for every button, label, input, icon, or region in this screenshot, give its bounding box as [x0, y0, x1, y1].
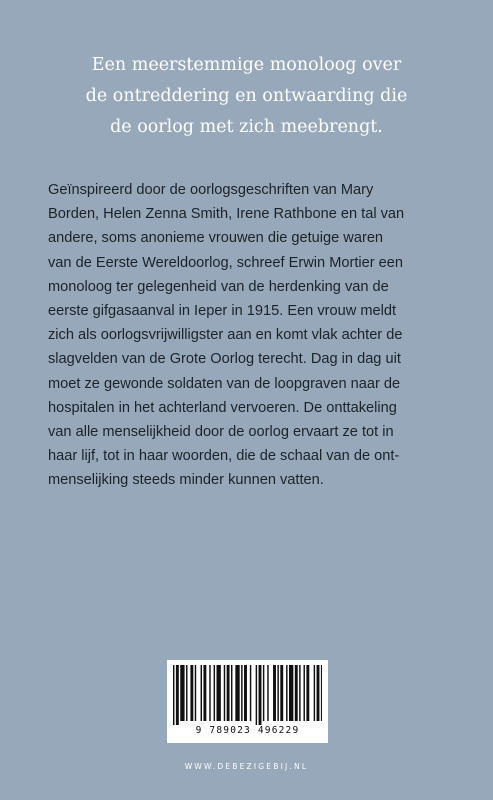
tagline-line: de ontreddering en ontwaarding die	[85, 86, 408, 106]
blurb-line: van alle menselijkheid door de oorlog ervaart ze tot in	[48, 424, 394, 441]
blurb-line: andere, soms anonieme vrouwen die getuige waren	[48, 230, 384, 247]
tagline-line: Een meerstemmige monoloog over	[91, 55, 402, 75]
barcode-bar	[241, 665, 242, 721]
barcode-bar	[176, 665, 179, 725]
barcode-bar	[280, 665, 283, 721]
barcode-bar	[250, 665, 251, 721]
isbn-number: 9 789023 496229	[195, 725, 300, 736]
barcode-bar	[289, 665, 293, 721]
barcode-bar	[235, 665, 239, 721]
tagline	[40, 50, 453, 143]
barcode-bar	[180, 665, 184, 721]
barcode-bar	[203, 665, 206, 721]
barcode-bar	[317, 665, 320, 721]
blurb-line: monoloog ter gelegenheid van de herdenking van de	[48, 278, 389, 295]
barcode-bar	[259, 665, 262, 725]
barcode-bar	[214, 665, 215, 721]
barcode-bar	[314, 665, 315, 721]
barcode-bar	[267, 665, 268, 721]
publisher-website: WWW.DEBEZIGEBIJ.NL	[184, 762, 309, 771]
blurb-line: Geïnspireerd door de oorlogsgeschriften van Mary	[48, 182, 374, 198]
barcode-bar	[295, 665, 298, 721]
barcode-bar	[224, 665, 225, 721]
blurb-line: moet ze gewonde soldaten van de loopgraven naar de	[48, 375, 401, 392]
blurb-line: haar lijf, tot in haar woorden, die de schaal van de ont-	[48, 448, 400, 465]
barcode-bar	[201, 665, 202, 721]
barcode-bar	[273, 665, 276, 721]
blurb-line: menselijking steeds minder kunnen vatten.	[48, 472, 324, 489]
barcode-bar	[321, 665, 322, 721]
blurb-line: Borden, Helen Zenna Smith, Irene Rathbone en tal van	[48, 206, 405, 223]
barcode-bar	[299, 665, 300, 721]
blurb-line: van de Eerste Wereldoorlog, schreef Erwin Mortier een	[48, 254, 404, 271]
barcode-bar	[190, 665, 193, 721]
barcode-bar	[306, 665, 309, 721]
barcode-bar	[256, 665, 257, 725]
barcode-bar	[286, 665, 287, 721]
blurb-line: zich als oorlogsvrijwilligster aan en komt vlak achter de	[48, 327, 403, 344]
barcode	[167, 660, 328, 743]
barcode-bar	[209, 665, 210, 721]
barcode-bar	[186, 665, 187, 721]
blurb-line: hospitalen in het achterland vervoeren. De onttakeling	[48, 399, 397, 416]
barcode-bar	[227, 665, 230, 721]
barcode-bar	[231, 665, 232, 721]
blurb-line: eerste gifgasaanval in Ieper in 1915. Een vrouw meldt	[48, 303, 397, 320]
barcode-bar	[173, 665, 174, 725]
barcode-bar	[244, 665, 247, 721]
barcode-bar	[195, 665, 196, 721]
blurb-paragraph	[48, 178, 473, 493]
barcode-bar	[263, 665, 264, 721]
blurb-line: slagvelden van de Grote Oorlog terecht. Dag in dag uit	[48, 351, 401, 368]
barcode-bar	[277, 665, 278, 721]
barcode-bar	[217, 665, 221, 721]
tagline-line: de oorlog met zich meebrengt.	[110, 117, 383, 137]
barcode-bars	[171, 665, 324, 725]
barcode-bar	[304, 665, 305, 721]
